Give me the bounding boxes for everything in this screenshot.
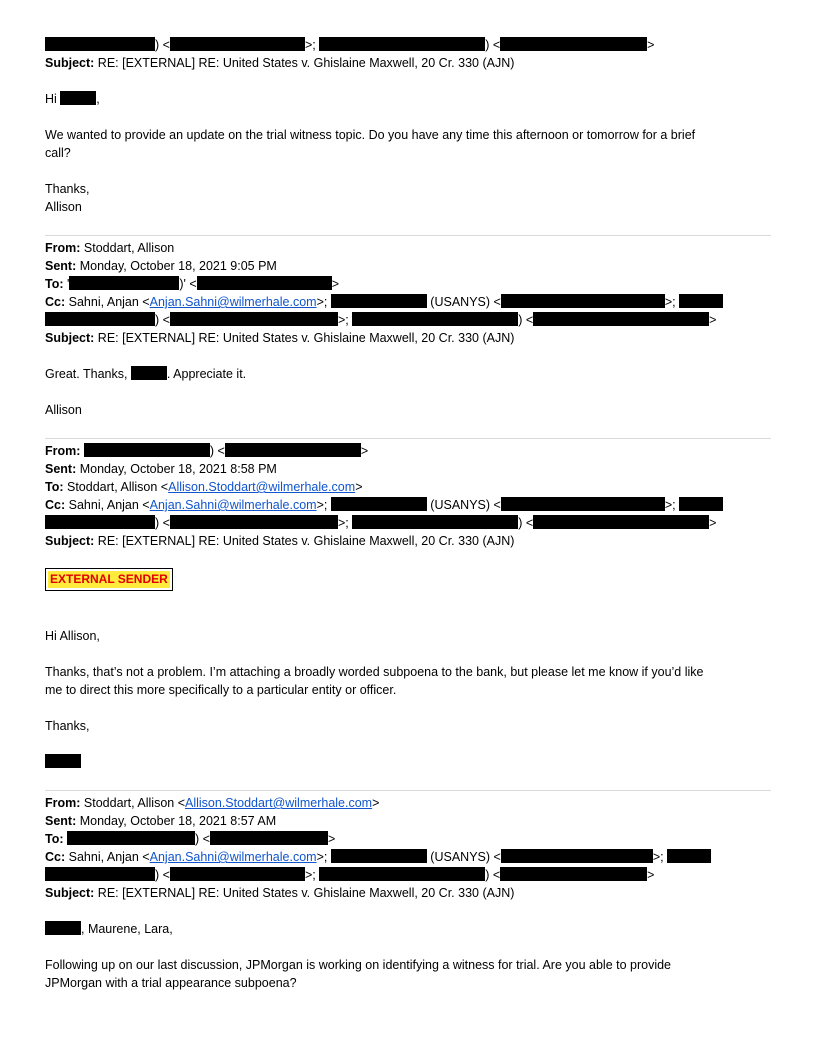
redaction [500,867,647,881]
redaction [319,867,485,881]
redaction [69,276,179,290]
redaction [533,515,709,529]
msg3-from: From: ) < > [45,444,369,458]
sender-name: Stoddart, Allison [83,241,175,255]
redaction [331,294,427,308]
redaction [319,37,485,51]
msg2-cc: Cc: Sahni, Anjan <Anjan.Sahni@wilmerhale.com>; (USANYS) < >; [45,294,723,310]
msg2-subject: Subject: RE: [EXTERNAL] RE: United States v. Ghislaine Maxwell, 20 Cr. 330 (AJN) [45,331,515,345]
msg4-subject: Subject: RE: [EXTERNAL] RE: United States v. Ghislaine Maxwell, 20 Cr. 330 (AJN) [45,886,515,900]
email-link[interactable]: Allison.Stoddart@wilmerhale.com [185,796,373,810]
redaction [331,849,427,863]
msg2-to: To: ' )' < > [45,277,340,291]
redaction [501,497,665,511]
msg3-body1: Thanks, that’s not a problem. I’m attaching a broadly worded subpoena to the bank, but please let me know if you’d like [45,665,704,679]
msg2-cc-cont: ) < >; ) < > [45,312,716,328]
msg2-signature: Allison [45,403,82,417]
redaction [197,276,332,290]
msg1-subject [45,55,514,71]
redaction [679,497,723,511]
msg1-greeting: Hi , [45,92,100,106]
msg4-from: From: Stoddart, Allison <Allison.Stoddart@wilmerhale.com> [45,796,380,810]
redaction [331,497,427,511]
msg3-cc-cont: ) < >; ) < > [45,515,716,531]
email-link[interactable]: Anjan.Sahni@wilmerhale.com [149,850,317,864]
msg1-body: We wanted to provide an update on the trial witness topic. Do you have any time this afternoon or tomorrow for a brief [45,128,696,142]
msg4-cc-cont: ) < >; ) < > [45,867,654,883]
msg1-body-cont: call? [45,146,71,160]
msg3-to: To: Stoddart, Allison <Allison.Stoddart@wilmerhale.com> [45,480,363,494]
msg4-body2: JPMorgan with a trial appearance subpoena? [45,976,297,990]
sent-date: Monday, October 18, 2021 9:05 PM [79,259,277,273]
text: ) < [485,38,501,52]
text: > [647,38,655,52]
subject-label: Subject: [45,56,95,70]
email-link[interactable]: Allison.Stoddart@wilmerhale.com [168,480,356,494]
redaction [500,37,647,51]
redaction [45,867,155,881]
email-link[interactable]: Anjan.Sahni@wilmerhale.com [149,295,317,309]
msg4-greeting: , Maurene, Lara, [45,921,173,937]
redaction [170,867,305,881]
redaction [501,849,653,863]
sent-date: Monday, October 18, 2021 8:58 PM [79,462,277,476]
msg4-cc: Cc: Sahni, Anjan <Anjan.Sahni@wilmerhale.com>; (USANYS) < >; [45,849,711,865]
redaction [679,294,723,308]
msg3-closing: Thanks, [45,719,90,733]
message-divider [45,235,771,236]
msg1-closing: Thanks, [45,182,90,196]
redaction [67,831,195,845]
message-divider [45,438,771,439]
subject-text: RE: [EXTERNAL] RE: United States v. Ghislaine Maxwell, 20 Cr. 330 (AJN) [97,56,515,70]
redaction [45,312,155,326]
email-link[interactable]: Anjan.Sahni@wilmerhale.com [149,498,317,512]
external-sender-banner [45,568,173,591]
msg4-body1: Following up on our last discussion, JPMorgan is working on identifying a witness for trial. Are you able to provide [45,958,672,972]
redaction [131,366,167,380]
redaction [170,37,305,51]
redaction [352,312,518,326]
redaction [170,312,338,326]
redaction [84,443,210,457]
msg1-recipients-line [45,37,654,53]
msg3-cc: Cc: Sahni, Anjan <Anjan.Sahni@wilmerhale.com>; (USANYS) < >; [45,497,723,513]
redaction [45,754,81,768]
text: >; [304,38,316,52]
msg1-signature: Allison [45,200,82,214]
redaction [45,921,81,935]
msg3-signature [45,754,81,770]
redaction [533,312,709,326]
msg2-from: From: Stoddart, Allison [45,241,175,255]
banner-label: EXTERNAL SENDER [50,572,168,586]
msg4-sent: Sent: Monday, October 18, 2021 8:57 AM [45,814,277,828]
message-divider [45,790,771,791]
redaction [170,515,338,529]
msg2-sent: Sent: Monday, October 18, 2021 9:05 PM [45,259,277,273]
msg3-greeting: Hi Allison, [45,629,100,643]
msg4-to: To: ) < > [45,832,336,846]
redaction [60,91,96,105]
redaction [210,831,328,845]
msg3-sent: Sent: Monday, October 18, 2021 8:58 PM [45,462,277,476]
msg3-body2: me to direct this more specifically to a particular entity or officer. [45,683,397,697]
redaction [225,443,361,457]
sent-date: Monday, October 18, 2021 8:57 AM [79,814,277,828]
redaction [352,515,518,529]
redaction [501,294,665,308]
msg2-body: Great. Thanks, . Appreciate it. [45,367,247,381]
redaction [45,37,155,51]
redaction [45,515,155,529]
redaction [667,849,711,863]
text: ) < [155,38,170,52]
msg3-subject: Subject: RE: [EXTERNAL] RE: United States v. Ghislaine Maxwell, 20 Cr. 330 (AJN) [45,534,515,548]
